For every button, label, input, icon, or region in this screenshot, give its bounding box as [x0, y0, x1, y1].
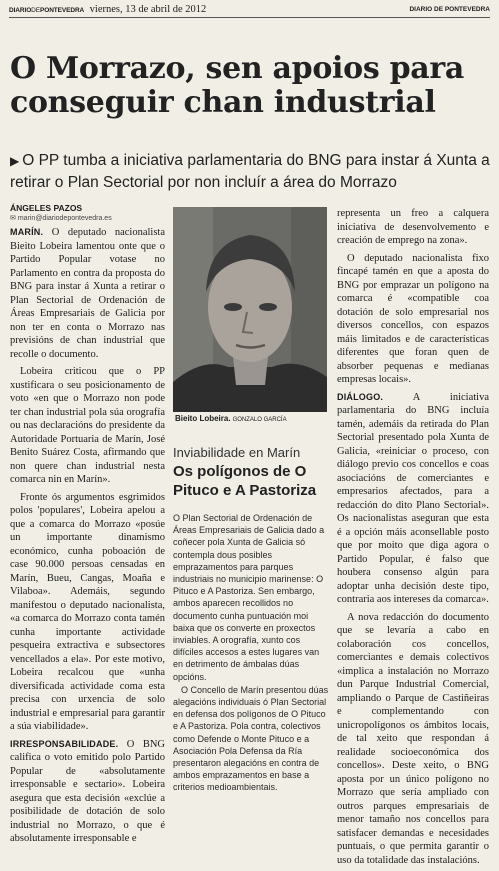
paragraph: IRRESPONSABILIDADE. O BNG califica o voto emitido polo Partido Popular de «absolutamente irresponsable e sectario». Lobeira asegura que esta decisión «exclúe a posibilidade de dotación de solo industrial no Morrazo, o que é absolutamente irresponsable e — [10, 738, 165, 844]
sidebar-kicker: Inviabilidade en Marín — [173, 445, 301, 460]
paragraph-lead: DIÁLOGO. — [337, 391, 384, 402]
triangle-bullet-icon: ▶ — [10, 154, 20, 168]
headline: O Morrazo, sen apoios para conseguir chan industrial — [10, 51, 465, 120]
newspaper-name: DIARIODEPONTEVEDRA — [9, 7, 85, 14]
portrait-photo — [173, 207, 327, 427]
article-column-1 — [10, 203, 165, 850]
paragraph-lead: MARÍN. — [10, 227, 44, 237]
paragraph: O deputado nacionalista fixo fincapé tamén en que a aposta do BNG por emprazar un polígono na comarca é «compatible coa dotación de solo empresarial nos diversos concellos, con espazos máis limitados e de características diferentes que foran quen de absorber pequenas e medianas empresas locais». — [337, 252, 489, 385]
envelope-icon: ✉ — [10, 215, 18, 222]
paragraph: DIÁLOGO. A iniciativa parlamentaria do BNG incluía tamén, ademáis da retirada do Plan Sectorial presentado pola Xunta de Galicia, «reiniciar o proceso, con diálogo previo cos concellos e coas asociacións de comerciantes e empresarios afectados, para a redacción do dito Plano Sectorial». Os nacionalistas aseguran que esta é a opción máis aconsellable posto que por moito que diga agora o Partido Popular, é falso que houbera consenso algún para adoptar unha decisión deste tipo, contraria aos intereses da comarca». — [337, 391, 490, 605]
photo-caption: Bieito Lobeira. GONZALO GARCÍA — [173, 412, 327, 430]
page-folio: DIARIO DE PONTEVEDRA — [409, 6, 490, 13]
sidebar-title: Os polígonos de O Pituco e A Pastoriza — [173, 463, 317, 499]
article-column-3 — [337, 207, 489, 871]
paragraph: O Plan Sectorial de Ordenación de Áreas Empresariais de Galicia dado a coñecer pola Xunta de Galicia só contempla dous posibles emprazamentos para parques industriais no municipio marinense: O Pituco e A Pastoriza. Sen embargo, ambos aparecen recollidos no documento cunha puntuación moi baixa que os converte en proxectos inviables. A orografía, xunto cos difíciles accesos a estes lugares van en detrimento de ámbalas dúas opcións. — [173, 513, 325, 682]
deck-text: O PP tumba a iniciativa parlamentaria do BNG para instar á Xunta a retirar o Plan Sectorial por non incluír a área do Morrazo — [10, 152, 490, 191]
paragraph: MARÍN. O deputado nacionalista Bieito Lobeira lamentou onte que o Partido Popular votase no Parlamento en contra da proposta do BNG para instar á Xunta a retirar o Plan Sectorial de Ordenación de Áreas Empresariais de Galicia por non ter en conta o Morrazo nas previsións de chan industrial que recolle o documento. — [10, 227, 166, 360]
portrait-illustration — [173, 207, 327, 427]
byline: ÁNGELES PAZOS — [10, 203, 83, 213]
deck — [10, 150, 492, 194]
sidebar-body — [173, 512, 329, 794]
paragraph: A nova redacción do documento que se levaría a cabo en colaboración cos concellos, comerciantes e demais colectivos «implica a instalación no Morrazo dun Parque Industrial Comercial, ampliando o Parque de Castiñeiras e complementando con unicropolígonos os ámbitos locais, de tal xeito que respondan á realidade socioeconómica dos concellos». Deste xeito, o BNG aposta por un único polígono no Morrazo que sería ampliado con outros parques empresariais de menor tamaño nos concellos para satisfacer demandas e necesidades puntuais, o que permita garantir o uso da totalidade das instalacións. — [337, 611, 489, 866]
author-email: ✉ marin@diariodepontevedra.es — [10, 215, 112, 222]
sidebar-box — [173, 445, 329, 795]
paragraph: representa un freo a calquera iniciativa de desenvolvemento e creación de emprego na zona». — [337, 208, 489, 246]
paragraph: O Concello de Marín presentou dúas alegacións individuais ó Plan Sectorial en defensa dos polígonos de O Pituco e A Pastoriza. Pola contra, colectivos como Defende o Monte Pituco e a Asociación Pola Defensa da Ría presentaron alegacións en contra de ambos emprazamentos en base a criterios medioambientais. — [173, 684, 329, 793]
paragraph-lead: IRRESPONSABILIDADE. — [10, 738, 119, 749]
paragraph: Fronte ós argumentos esgrimidos polos 'populares', Lobeira apelou a que a comarca do Morrazo «posúe un importante dinamismo económico, cunha poboación de case 90.000 persoas censadas en Marín, Bueu, Cangas, Moaña e Vilaboa». Ademáis, segundo manifestou o deputado nacionalista, «a comarca do Morrazo conta tamén cunha importante actividade pesqueira extractiva e subsectores vencellados a ela». Por este motivo, Lobeira recalcou que «unha diversificada actividade coma esta precisa con urxencia de solo industrial e empresarial para garantir a súa viabilidade». — [10, 491, 165, 732]
issue-date: viernes, 13 de abril de 2012 — [89, 4, 207, 15]
paragraph: Lobeira criticou que o PP xustificara o seu posicionamento de voto «en que o Morrazo non pode ter chan industrial pola súa orografía ou nas declaracións do presidente da Autoridade Portuaria de Marín, José Benito Suárez Costa, afirmando que non quere chan industrial nesta comarca nin en Marín». — [10, 366, 165, 485]
photo-credit: GONZALO GARCÍA — [232, 417, 287, 423]
masthead — [9, 3, 490, 18]
